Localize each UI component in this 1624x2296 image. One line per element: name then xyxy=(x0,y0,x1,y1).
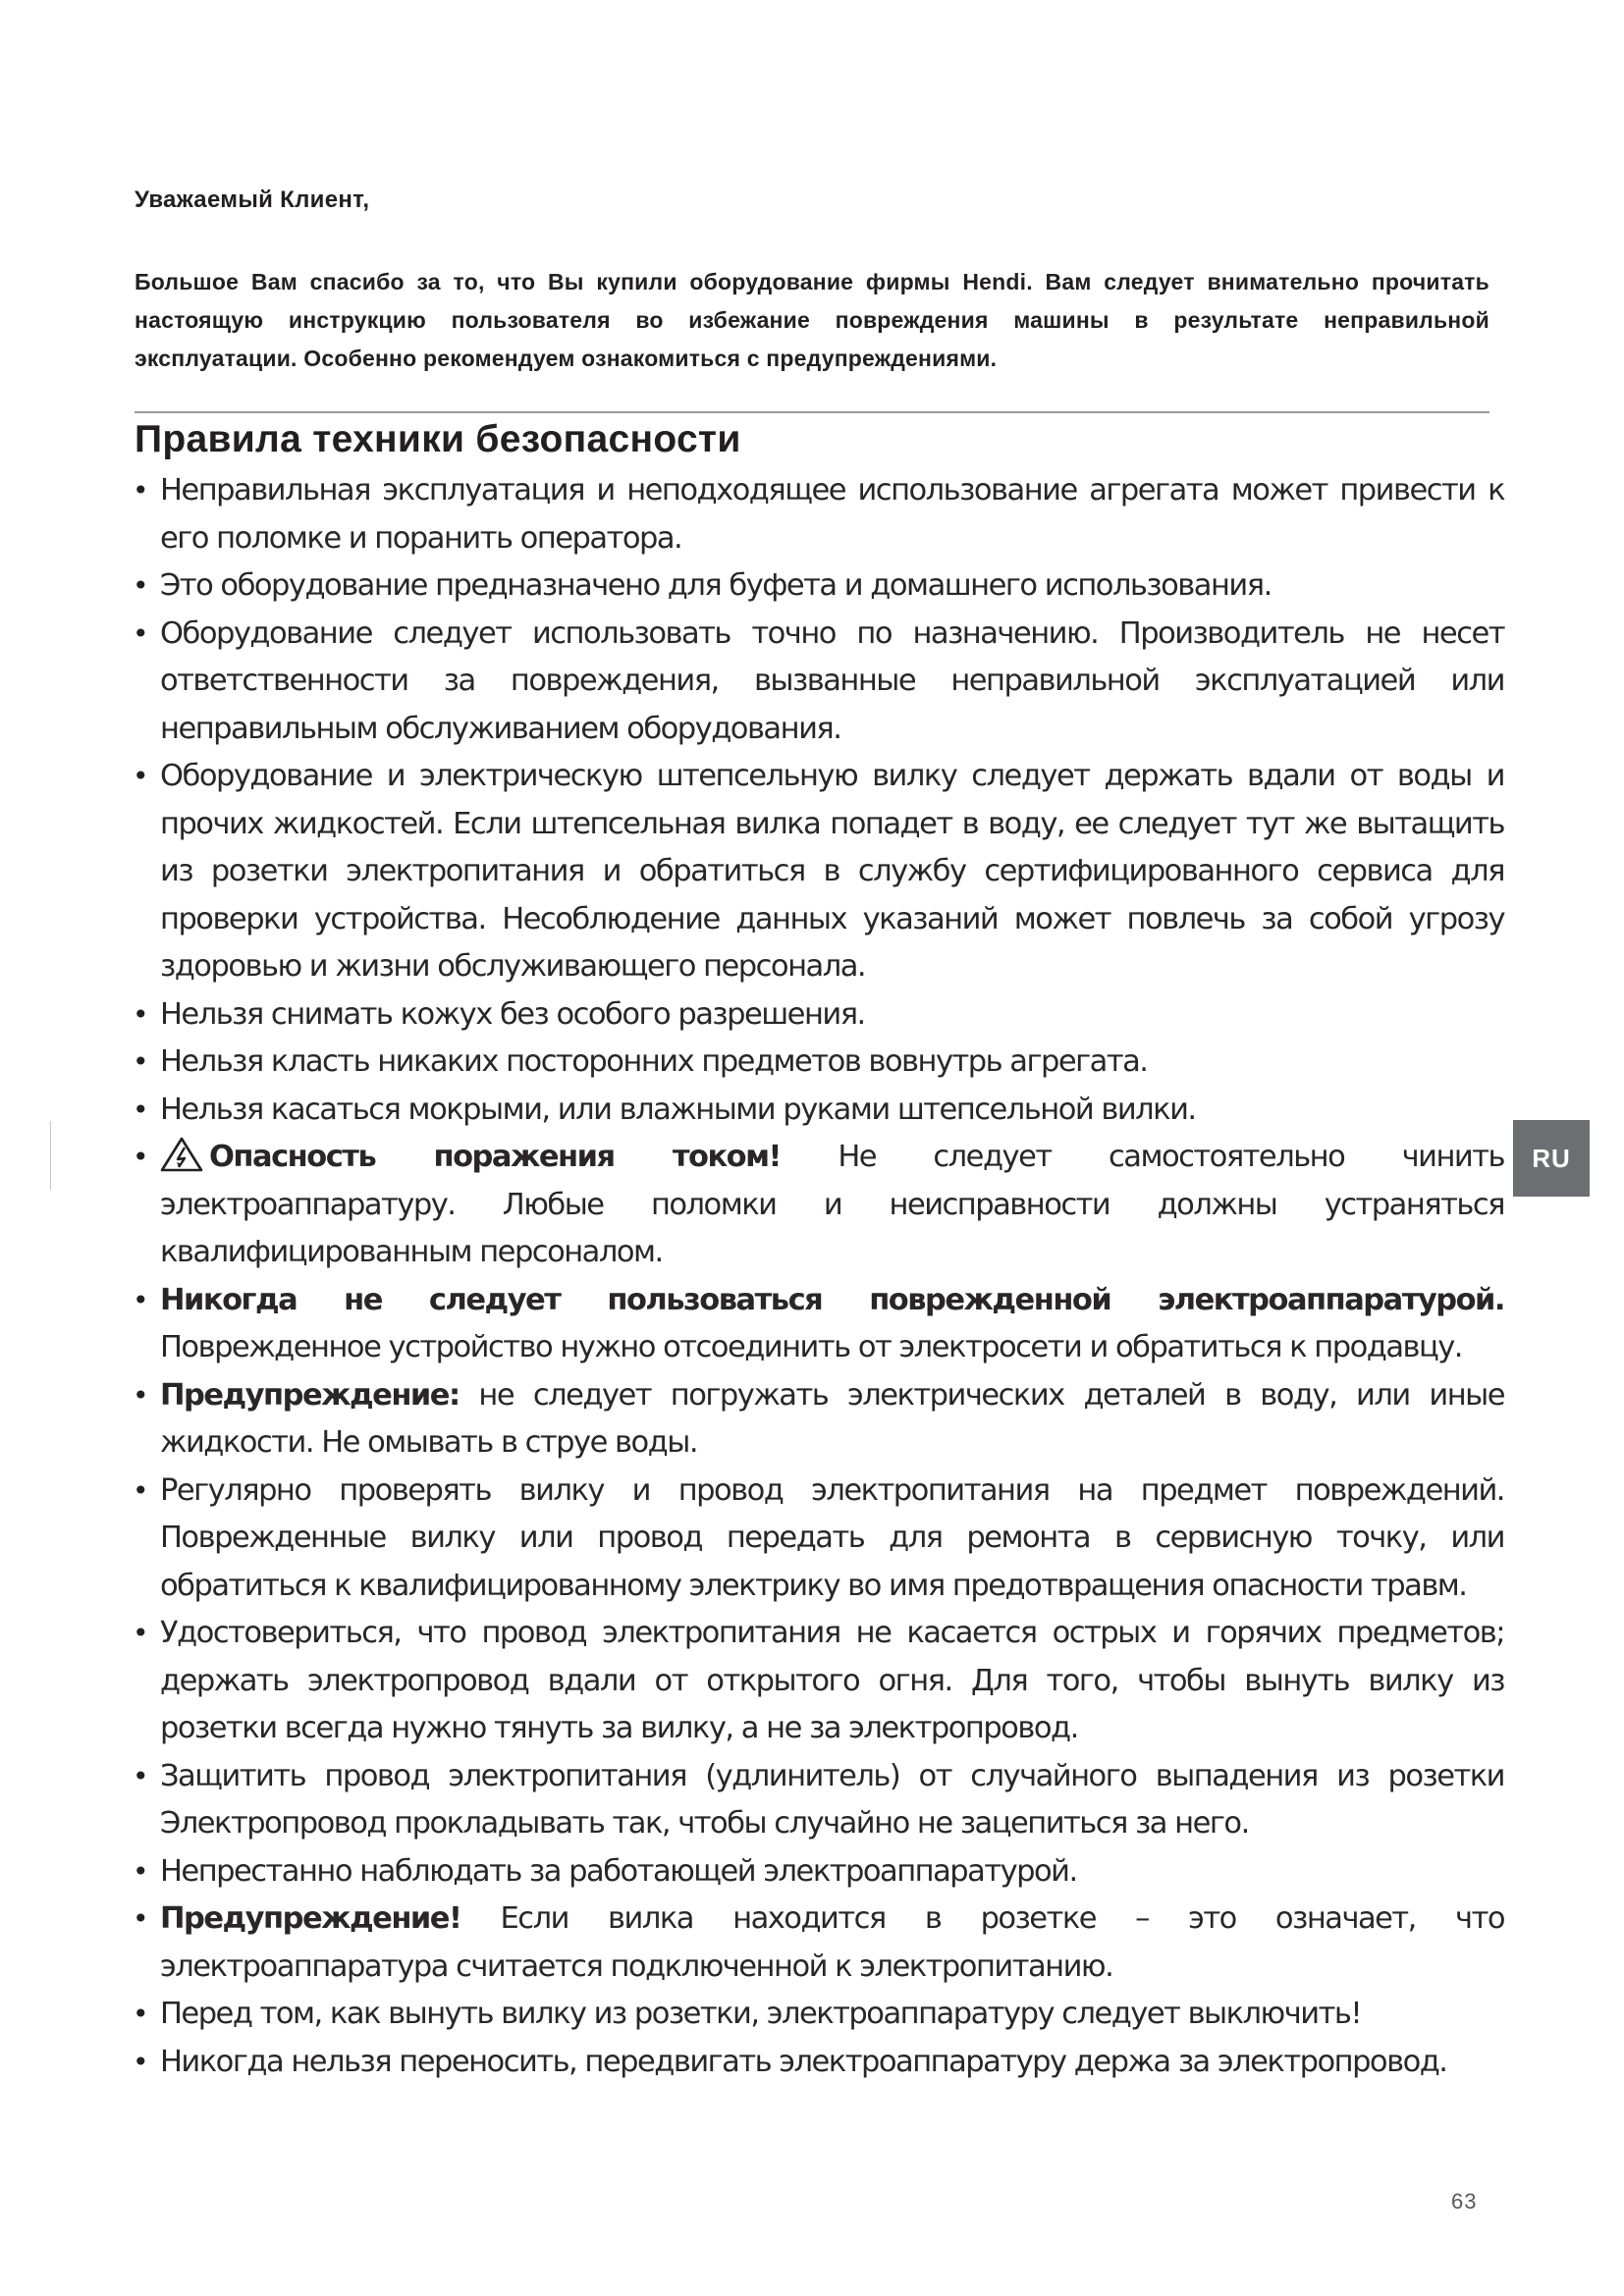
intro-paragraph: Большое Вам спасибо за то, что Вы купили оборудование фирмы Hendi. Вам следует внимательно прочитать настоящую инструкцию пользователя во избежание повреждения машины в результате неправильной эксплуатации. Особенно рекомендуем ознакомиться с предупреждениями. xyxy=(135,269,1489,371)
list-item xyxy=(135,1372,1504,1468)
list-item xyxy=(135,1848,1504,1896)
bullet: • xyxy=(133,474,148,507)
bullet: • xyxy=(133,760,148,792)
item-text: Поврежденное устройство нужно отсоединить от электросети и обратиться к продавцу. xyxy=(160,1330,1462,1364)
item-text: Не следует самостоятельно чинить электроаппаратуру. Любые поломки и неисправности должны устраняться квалифицированным персоналом. xyxy=(160,1140,1504,1269)
item-text: Это оборудование предназначено для буфета и домашнего использования. xyxy=(160,568,1272,603)
list-item xyxy=(135,1134,1504,1277)
item-text: Оборудование и электрическую штепсельную вилку следует держать вдали от воды и прочих жидкостей. Если штепсельная вилка попадет в воду, ее следует тут же вытащить из розетки электропитания и обратиться в службу сертифицированного сервиса для проверки устройства. Несоблюдение данных указаний может повлечь за собой угрозу здоровью и жизни обслуживающего персонала. xyxy=(160,759,1504,984)
bullet: • xyxy=(133,1854,148,1888)
list-item xyxy=(135,753,1504,991)
list-item xyxy=(135,1039,1504,1087)
page-number: 63 xyxy=(1451,2189,1478,2214)
item-text: Нельзя снимать кожух без особого разрешения. xyxy=(160,996,865,1032)
item-text: не следует погружать электрических деталей в воду, или иные жидкости. Не омывать в струе воды. xyxy=(160,1377,1504,1460)
bullet: • xyxy=(133,1902,148,1935)
bullet: • xyxy=(133,997,148,1031)
section-heading: Правила техники безопасности xyxy=(135,418,741,460)
item-bold-text: Предупреждение! xyxy=(160,1901,461,1936)
list-item xyxy=(135,562,1504,611)
item-bold-text: Предупреждение: xyxy=(160,1377,460,1413)
item-text: Если вилка находится в розетке – это означает, что электроаппаратура считается подключенной к электропитанию. xyxy=(160,1901,1504,1984)
list-item xyxy=(135,1468,1504,1611)
list-item xyxy=(135,991,1504,1040)
bullet: • xyxy=(133,1093,148,1126)
item-text: Нельзя касаться мокрыми, или влажными руками штепсельной вилки. xyxy=(160,1092,1196,1127)
item-text: Оборудование следует использовать точно по назначению. Производитель не несет ответственности за повреждения, вызванные неправильной эксплуатацией или неправильным обслуживанием оборудования. xyxy=(160,615,1504,746)
greeting: Уважаемый Клиент, xyxy=(135,187,370,213)
list-item xyxy=(135,1087,1504,1135)
item-text: Непрестанно наблюдать за работающей электроаппаратурой. xyxy=(160,1853,1077,1889)
item-text: Неправильная эксплуатация и неподходящее использование агрегата может привести к его поломке и поранить оператора. xyxy=(160,473,1504,556)
list-item xyxy=(135,2039,1504,2087)
item-text: Перед том, как вынуть вилку из розетки, электроаппаратуру следует выключить! xyxy=(160,1997,1362,2031)
bullet: • xyxy=(133,1759,148,1792)
item-text: Защитить провод электропитания (удлинитель) от случайного выпадения из розетки Электропровод прокладывать так, чтобы случайно не зацепиться за него. xyxy=(160,1758,1504,1841)
bullet: • xyxy=(133,1141,148,1173)
item-text: Регулярно проверять вилку и провод электропитания на предмет повреждений. Поврежденные вилку или провод передать для ремонта в сервисную точку, или обратиться к квалифицированному электрику во имя предотвращения опасности травм. xyxy=(160,1472,1504,1603)
bullet: • xyxy=(133,616,148,650)
language-tab: RU xyxy=(1513,1120,1590,1197)
bullet: • xyxy=(133,1998,148,2030)
safety-rules-list xyxy=(135,467,1504,2086)
bullet: • xyxy=(133,1283,148,1316)
bullet: • xyxy=(133,2045,148,2078)
list-item xyxy=(135,1277,1504,1372)
item-bold-text: Опасность поражения током! xyxy=(209,1140,781,1174)
item-text: Нельзя класть никаких посторонних предметов вовнутрь агрегата. xyxy=(160,1044,1148,1079)
item-text: Никогда нельзя переносить, передвигать электроаппаратуру держа за электропровод. xyxy=(160,2044,1447,2079)
list-item xyxy=(135,467,1504,562)
list-item xyxy=(135,611,1504,754)
item-bold-text: Никогда не следует пользоваться поврежденной электроаппаратурой. xyxy=(160,1282,1504,1317)
list-item xyxy=(135,1753,1504,1848)
list-item xyxy=(135,1991,1504,2039)
list-item xyxy=(135,1896,1504,1991)
bullet: • xyxy=(133,1617,148,1649)
electric-hazard-icon xyxy=(160,1137,203,1172)
list-item xyxy=(135,1610,1504,1753)
margin-mark xyxy=(50,1121,51,1190)
bullet: • xyxy=(133,1045,148,1078)
bullet: • xyxy=(133,1378,148,1412)
bullet: • xyxy=(133,569,148,602)
item-text: Удостовериться, что провод электропитания не касается острых и горячих предметов; держать электропровод вдали от открытого огня. Для того, чтобы вынуть вилку из розетки всегда нужно тянуть за вилку, а не за электропровод. xyxy=(160,1616,1504,1745)
bullet: • xyxy=(133,1473,148,1507)
